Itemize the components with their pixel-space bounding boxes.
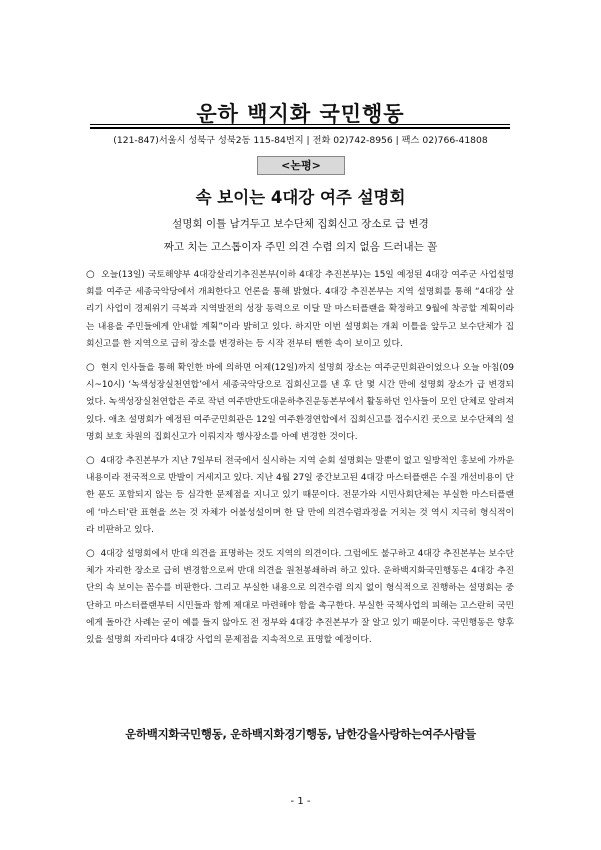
bullet-circle-icon: ○ bbox=[86, 548, 95, 560]
body-text bbox=[86, 266, 514, 655]
paragraph bbox=[86, 452, 514, 539]
bullet-circle-icon: ○ bbox=[86, 455, 95, 467]
headline: 속 보이는 4대강 여주 설명회 bbox=[195, 188, 406, 207]
title-rule-thick bbox=[90, 127, 510, 129]
page-number: - 1 - bbox=[290, 796, 311, 807]
paragraph-text: 4대강 설명회에서 반대 의견을 표명하는 것도 지역의 의견이다. 그럼에도 불구하고 4대강 추진본부는 보수단체가 자리한 장소로 급히 변경함으로써 반대 의견을 원천봉쇄하려 하고 있다. 운하백지화국민행동은 4대강 추진단의 속 보이는 꼼수를 비판한다. 그리고 부실한 내용으로 의견수렴 의지 없이 형식적으로 진행하는 설명회는 중단하고 마스터플랜부터 시민들과 함께 제대로 마련해야 함을 촉구한다. 부실한 국책사업의 피해는 고스란히 국민에게 돌아간 사례는 굳이 예를 들지 않아도 전 정부와 4대강 추진본부가 잘 알고 있기 때문이다. 국민행동은 향후 있을 설명회 자리마다 4대강 사업의 문제점을 지속적으로 표명할 예정이다. bbox=[86, 549, 515, 646]
bullet-circle-icon: ○ bbox=[86, 362, 95, 374]
subtitle-2: 짜고 치는 고스톱이자 주민 의견 수렴 의지 없음 드러내는 꼴 bbox=[163, 241, 438, 253]
paragraph-text: 현지 인사들을 통해 확인한 바에 의하면 어제(12일)까지 설명회 장소는 여주군민회관이었으나 오늘 아침(09시~10시) ‘녹색성장실천연합’에서 세종국악당으로 집회신고를 낸 후 단 몇 시간 만에 설명회 장소가 급 변경되었다. 녹색성장실천연합은 주로 작년 여주반반도대운하추진운동본부에서 활동하던 인사들이 모인 단체로 알려져 있다. 애초 설명회가 예정된 여주군민회관은 12일 여주환경연합에서 집회신고를 접수시킨 곳으로 보수단체의 설명회 보호 차원의 집회신고가 이뤄지자 행사장소를 아예 변경한 것이다. bbox=[86, 363, 514, 442]
contact-address: (121-847)서울시 성북구 성북2동 115-84번지 | 전화 02)742-8956 | 팩스 02)766-41808 bbox=[113, 135, 488, 146]
bullet-circle-icon: ○ bbox=[86, 269, 96, 280]
document-title: 운하 백지화 국민행동 bbox=[196, 102, 405, 126]
paragraph-text: 4대강 추진본부가 지난 7일부터 전국에서 실시하는 지역 순회 설명회는 말뿐이 없고 일방적인 홍보에 가까운 내용이라 전국적으로 반발이 거세지고 있다. 지난 4월 27일 중간보고된 4대강 마스터플랜은 수질 개선비용이 단 한 푼도 포함되지 않는 등 심각한 문제점을 지니고 있기 때문이다. 전문가와 시민사회단체는 부실한 마스터플랜에 ‘마스터’란 표현을 쓰는 것 자체가 어불성설이며 한 달 만에 의견수렴과정을 거치는 것 역시 지극히 형식적이라 비판하고 있다. bbox=[86, 456, 515, 535]
paragraph bbox=[86, 359, 514, 446]
subtitle-1: 설명회 이틀 남겨두고 보수단체 집회신고 장소로 급 변경 bbox=[172, 218, 429, 230]
paragraph-text: 오늘(13일) 국토해양부 4대강살리기추진본부(이하 4대강 추진본부)는 15일 예정된 4대강 여주군 사업설명회를 여주군 세종국악당에서 개최한다고 언론을 통해 밝혔다. 4대강 추진본부는 지역 설명회를 통해 “4대강 살리기 사업이 경제위기 극복과 지역발전의 성장 동력으로 이달 말 마스터플랜을 확정하고 9월에 착공할 계획이라는 내용을 주민들에게 안내할 계획”이라 밝히고 있다. 하지만 이번 설명회는 개최 이틀을 앞두고 보수단체가 집회신고를 한 지역으로 급히 장소를 변경하는 등 시작 전부터 뻔한 속이 보이고 있다. bbox=[86, 270, 515, 349]
signature: 운하백지화국민행동, 운하백지화경기행동, 남한강을사랑하는여주사람들 bbox=[125, 727, 476, 741]
paragraph bbox=[86, 545, 514, 649]
paragraph bbox=[86, 266, 514, 353]
title-rule-thin bbox=[90, 124, 510, 125]
category-badge: <논평> bbox=[257, 156, 345, 175]
